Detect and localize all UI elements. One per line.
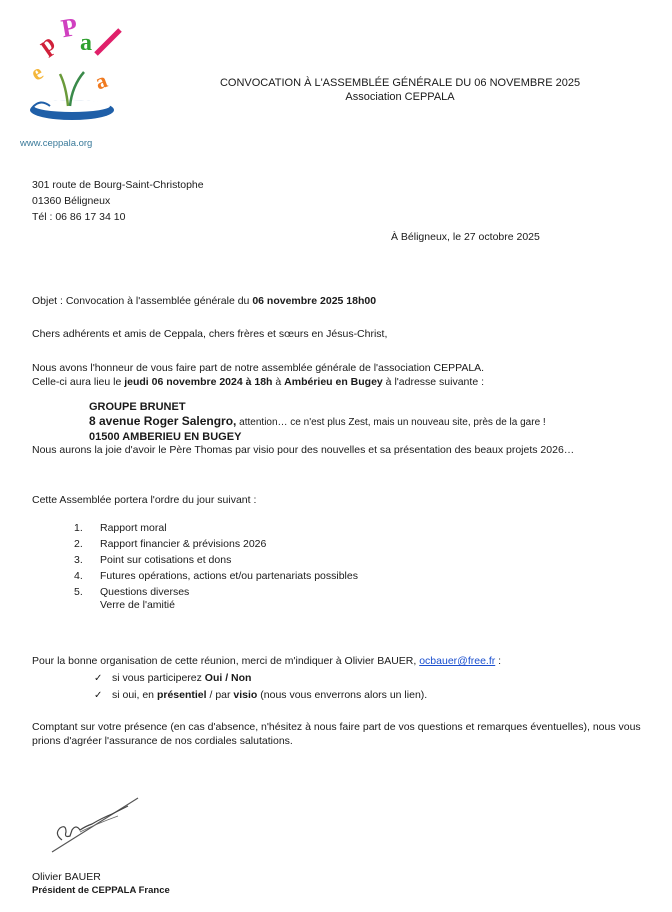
svg-text:a: a (80, 30, 92, 56)
agenda-label: Questions diverses (100, 586, 190, 598)
intro-paragraph (32, 361, 484, 389)
agenda-number: 5. (74, 586, 83, 598)
agenda-extra: Verre de l'amitié (100, 599, 175, 611)
rsvp-yes-no: Oui / Non (204, 672, 252, 684)
intro-place: Ambérieu en Bugey (284, 376, 383, 388)
rsvp-visio: visio (233, 689, 258, 701)
svg-text:e: e (26, 58, 48, 86)
sender-city: 01360 Béligneux (32, 195, 111, 207)
agenda-label: Rapport financier & prévisions 2026 (100, 538, 267, 550)
agenda-item (74, 568, 358, 584)
document-header (170, 76, 630, 104)
object-line (32, 294, 376, 308)
logo-graphic (20, 6, 130, 136)
visio-paragraph: Nous aurons la joie d'avoir le Père Thomas par visio pour des nouvelles et sa présentation des beaux projets 2026… (32, 444, 575, 456)
rsvp-text: Pour la bonne organisation de cette réunion, merci de m'indiquer à Olivier BAUER, (32, 655, 420, 667)
intro-text: Celle-ci aura lieu le (32, 376, 125, 388)
agenda-intro: Cette Assemblée portera l'ordre du jour suivant : (32, 494, 257, 506)
rsvp-paragraph (32, 654, 501, 668)
agenda-item (74, 552, 358, 568)
intro-date: jeudi 06 novembre 2024 à 18h (124, 376, 273, 388)
greeting: Chers adhérents et amis de Ceppala, chers frères et sœurs en Jésus-Christ, (32, 328, 388, 340)
signer-name: Olivier BAUER (32, 871, 101, 883)
intro-line-1: Nous avons l'honneur de vous faire part de notre assemblée générale de l'association CEPPALA. (32, 362, 485, 374)
sender-phone: Tél : 06 86 17 34 10 (32, 211, 126, 223)
rsvp-item-text: (nous vous enverrons alors un lien). (257, 689, 428, 701)
ceppala-logo (20, 6, 130, 154)
venue-city: 01500 AMBERIEU EN BUGEY (89, 431, 242, 443)
venue-name: GROUPE BRUNET (89, 401, 186, 413)
closing-paragraph: Comptant sur votre présence (en cas d'absence, n'hésitez à nous faire part de vos questions et remarques éventuelles), nous vous prions d'agréer l'assurance de nos cordiales salutations. (32, 721, 641, 747)
object-date: 06 novembre 2025 18h00 (252, 295, 377, 307)
svg-text:a: a (91, 67, 111, 95)
sender-street: 301 route de Bourg-Saint-Christophe (32, 179, 204, 191)
date-line: À Béligneux, le 27 octobre 2025 (391, 231, 540, 243)
object-prefix: Objet : Convocation à l'assemblée générale du (32, 295, 253, 307)
document-title: CONVOCATION À L'ASSEMBLÉE GÉNÉRALE DU 06 NOVEMBRE 2025 (219, 77, 581, 89)
rsvp-presentiel: présentiel (156, 689, 207, 701)
agenda-label: Rapport moral (100, 522, 167, 534)
rsvp-item-text: / par (206, 689, 234, 701)
email-link[interactable]: ocbauer@free.fr (419, 655, 496, 667)
signature (40, 790, 150, 860)
agenda-item (74, 536, 358, 552)
venue-street: 8 avenue Roger Salengro, (89, 414, 237, 428)
agenda-number: 3. (74, 554, 83, 566)
rsvp-item-text: si vous participerez (112, 672, 205, 684)
agenda-label: Point sur cotisations et dons (100, 554, 232, 566)
venue-note: attention… ce n'est plus Zest, mais un nouveau site, près de la gare ! (236, 417, 546, 428)
agenda-label: Futures opérations, actions et/ou partenariats possibles (100, 570, 358, 582)
venue-street-line (89, 414, 546, 430)
intro-line-2 (32, 375, 484, 389)
document-subtitle: Association CEPPALA (345, 91, 455, 103)
agenda-item (74, 584, 358, 600)
signature-graphic (40, 790, 150, 860)
signer-block (32, 870, 170, 898)
rsvp-item-text: si oui, en (112, 689, 157, 701)
venue-address (89, 400, 546, 444)
logo-url: www.ceppala.org (20, 138, 93, 149)
sender-address (32, 177, 204, 225)
rsvp-text: : (495, 655, 502, 667)
signer-role: Président de CEPPALA France (32, 885, 170, 896)
check-icon: ✓ (94, 690, 103, 701)
rsvp-item (94, 670, 427, 687)
check-icon: ✓ (94, 673, 103, 684)
agenda-list (74, 520, 358, 600)
rsvp-checklist (94, 670, 427, 704)
intro-text: à (272, 376, 285, 388)
agenda-number: 2. (74, 538, 83, 550)
agenda-number: 4. (74, 570, 83, 582)
agenda-item (74, 520, 358, 536)
agenda-number: 1. (74, 522, 83, 534)
svg-text:P: P (58, 11, 80, 44)
intro-text: à l'adresse suivante : (382, 376, 484, 388)
svg-text:p: p (34, 29, 61, 59)
rsvp-item (94, 687, 427, 704)
